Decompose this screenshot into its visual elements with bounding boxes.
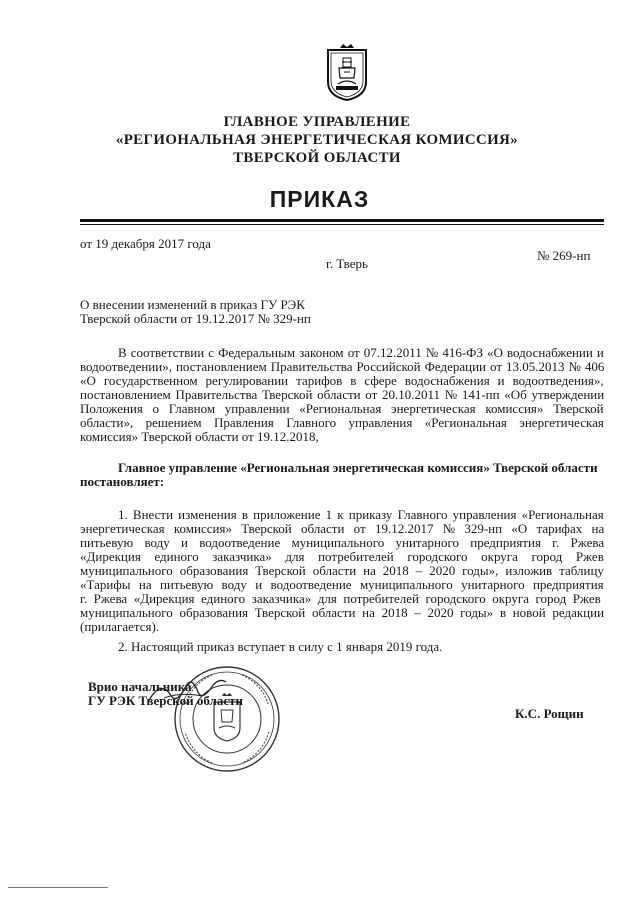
header-divider-thick [80, 219, 604, 222]
order-date: от 19 декабря 2017 года [80, 236, 211, 251]
item1-line: г. Ржева «Дирекция единого заказчика» для потребителей городского округа город Ржев [80, 591, 601, 606]
authority-title-line3: ТВЕРСКОЙ ОБЛАСТИ [233, 150, 401, 166]
item1-line: муниципального образования Тверской области на 2018 – 2020 годы», изложив таблицу [80, 563, 604, 578]
document-type-title: ПРИКАЗ [269, 186, 370, 212]
order-city: г. Тверь [326, 256, 368, 271]
item1-line: (прилагается). [80, 619, 160, 634]
authority-title-line2: «РЕГИОНАЛЬНАЯ ЭНЕРГЕТИЧЕСКАЯ КОМИССИЯ» [115, 132, 519, 148]
item1-line: «Тарифы на питьевую воду и водоотведение муниципального унитарного предприятия [80, 577, 604, 592]
preamble-line: В соответствии с Федеральным законом от 07.12.2011 № 416-ФЗ «О водоснабжении и [118, 345, 604, 360]
preamble-line: постановлением Правительства Тверской области от 20.10.2011 № 141-пп «Об утверждении [80, 387, 605, 402]
preamble-line: «О государственном регулировании тарифов в сфере водоснабжения и водоотведения», [80, 373, 604, 388]
signatory-name: К.С. Рощин [515, 706, 584, 721]
item1-line: муниципального образования Тверской области на 2018 – 2020 годы» в новой редакции [80, 605, 605, 620]
item1-line: «Дирекция единого заказчика» для потребителей городского округа город Ржев [80, 549, 604, 564]
subject-line-2: Тверской области от 19.12.2017 № 329-нп [80, 311, 311, 326]
preamble-line: Положения о Главном управлении «Региональная энергетическая комиссия» Тверской [80, 401, 604, 416]
header-divider-thin [80, 224, 604, 225]
item2-line: 2. Настоящий приказ вступает в силу с 1 января 2019 года. [118, 639, 443, 654]
resolves-line-2: постановляет: [80, 474, 165, 489]
footer-rule [8, 887, 108, 888]
subject-line-1: О внесении изменений в приказ ГУ РЭК [80, 297, 305, 312]
preamble-line: водоотведении», постановлением Правительства Российской Федерации от 13.05.2013 № 406 [80, 359, 605, 374]
signatory-position-line1: Врио начальника [88, 679, 192, 694]
order-number: № 269-нп [537, 248, 591, 263]
authority-title-line1: ГЛАВНОЕ УПРАВЛЕНИЕ [223, 114, 411, 130]
resolves-line-1: Главное управление «Региональная энергетическая комиссия» Тверской области [118, 460, 598, 475]
preamble-line: области», решением Правления Главного управления «Региональная энергетическая [80, 415, 604, 430]
item1-line: 1. Внести изменения в приложение 1 к приказу Главного управления «Региональная [118, 507, 604, 522]
coat-of-arms-emblem [326, 44, 368, 102]
item1-line: энергетическая комиссия» Тверской области от 19.12.2017 № 329-нп «О тарифах на [80, 521, 605, 536]
signatory-position-line2: ГУ РЭК Тверской области [88, 693, 243, 708]
item1-line: питьевую воду и водоотведение муниципального унитарного предприятия г. Ржева [80, 535, 605, 550]
preamble-line: комиссия» Тверской области от 19.12.2018, [80, 429, 319, 444]
